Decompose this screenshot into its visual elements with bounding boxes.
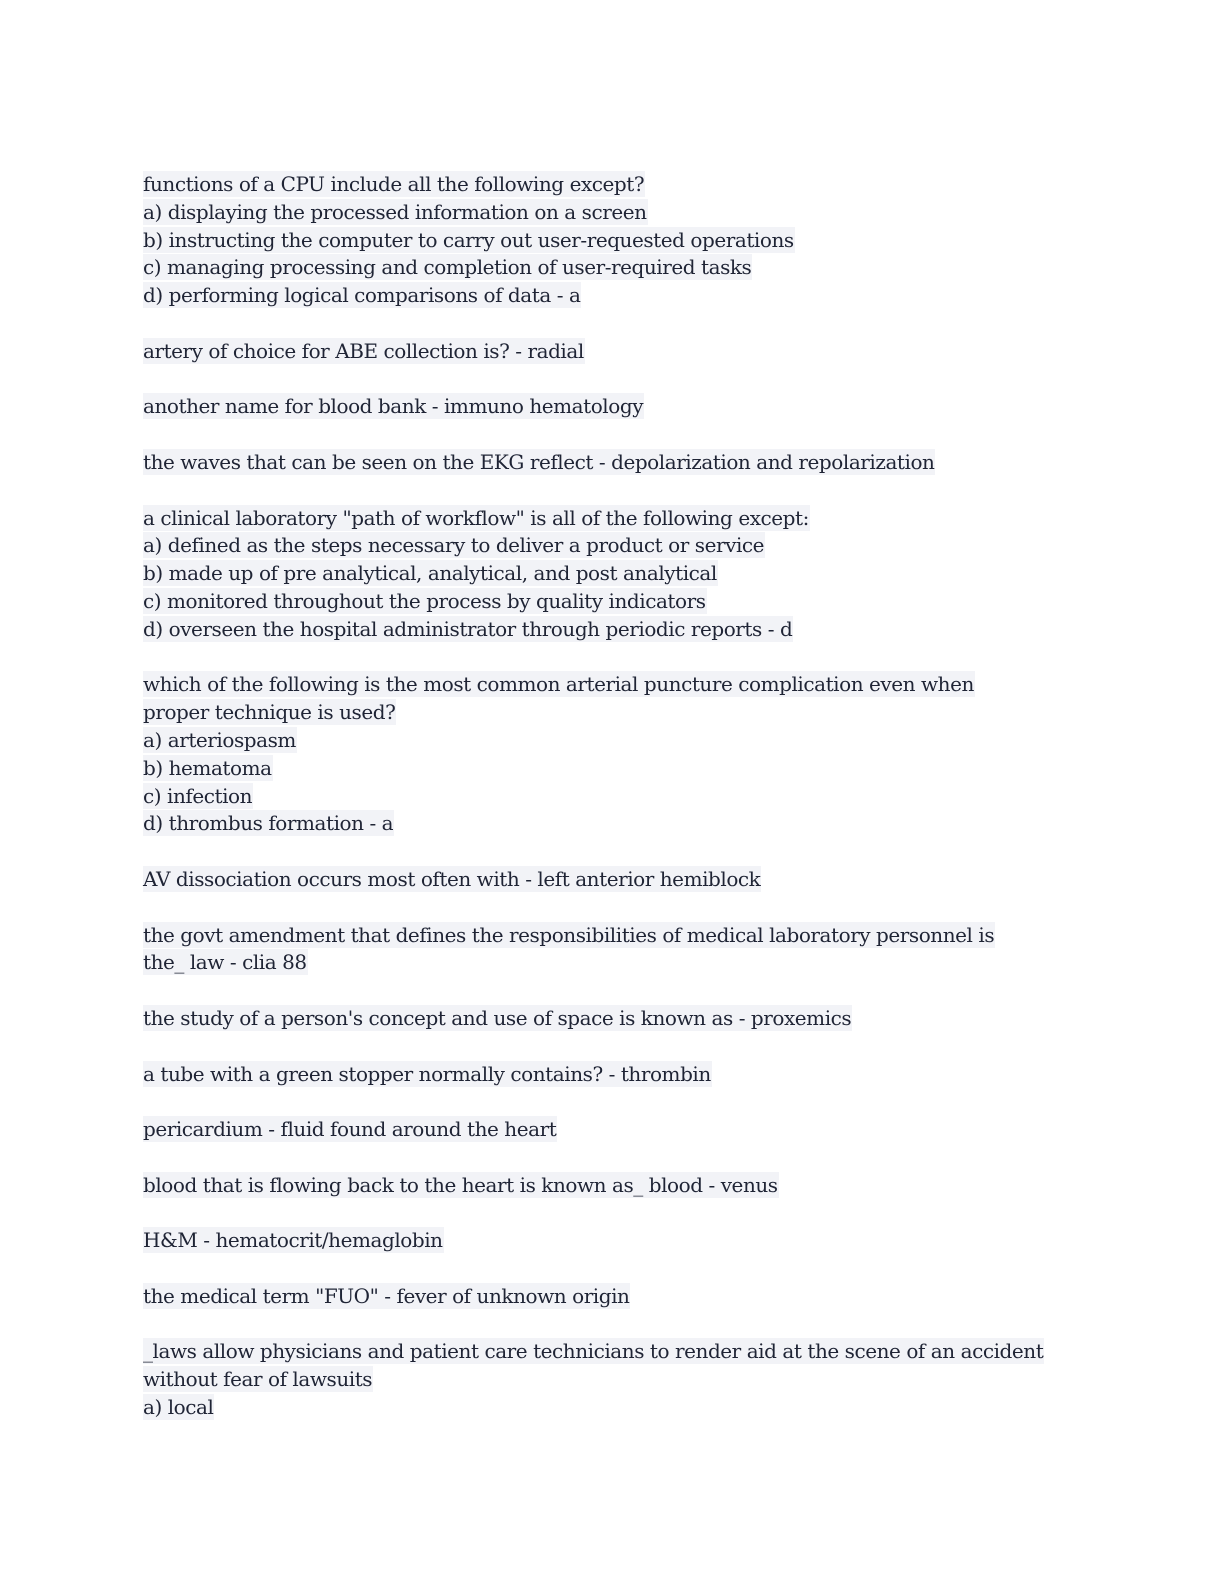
question-text: AV dissociation occurs most often with - left anterior hemiblock — [143, 866, 761, 891]
question-cpu-functions — [143, 171, 1103, 310]
option-d: d) overseen the hospital administrator through periodic reports - d — [143, 616, 793, 641]
question-text: the study of a person's concept and use of space is known as - proxemics — [143, 1005, 852, 1030]
question-good-samaritan-laws — [143, 1338, 1103, 1421]
question-text: the medical term "FUO" - fever of unknown origin — [143, 1283, 630, 1308]
option-c: c) managing processing and completion of user-required tasks — [143, 255, 752, 280]
question-text: pericardium - fluid found around the heart — [143, 1117, 557, 1142]
question-abe-artery — [143, 338, 1103, 366]
option-b: b) hematoma — [143, 755, 272, 780]
option-a: a) defined as the steps necessary to deliver a product or service — [143, 533, 765, 558]
question-govt-amendment — [143, 922, 1103, 978]
question-text: another name for blood bank - immuno hematology — [143, 394, 644, 419]
option-a: a) arteriospasm — [143, 727, 296, 752]
question-venous-blood — [143, 1172, 1103, 1200]
option-c: c) monitored throughout the process by quality indicators — [143, 588, 706, 613]
option-b: b) instructing the computer to carry out user-requested operations — [143, 227, 794, 252]
question-text: functions of a CPU include all the following except? — [143, 172, 645, 196]
question-text: the waves that can be seen on the EKG reflect - depolarization and repolarization — [143, 449, 935, 474]
question-text: which of the following is the most common arterial puncture complication even when — [143, 672, 974, 697]
question-text-continued: without fear of lawsuits — [143, 1367, 373, 1392]
question-text-continued: proper technique is used? — [143, 700, 396, 725]
question-text: the govt amendment that defines the responsibilities of medical laboratory personnel is — [143, 922, 995, 947]
question-pericardium — [143, 1116, 1103, 1144]
question-blood-bank — [143, 393, 1103, 421]
question-text: a tube with a green stopper normally contains? - thrombin — [143, 1061, 711, 1086]
question-text: H&M - hematocrit/hemaglobin — [143, 1228, 443, 1253]
question-text: artery of choice for ABE collection is? - radial — [143, 338, 584, 363]
question-ekg-waves — [143, 449, 1103, 477]
option-a: a) local — [143, 1395, 214, 1420]
option-c: c) infection — [143, 783, 253, 808]
question-text: blood that is flowing back to the heart is known as_ blood - venus — [143, 1172, 778, 1197]
question-arterial-puncture — [143, 671, 1103, 838]
question-av-dissociation — [143, 866, 1103, 894]
option-d: d) performing logical comparisons of data - a — [143, 283, 581, 308]
question-proxemics — [143, 1005, 1103, 1033]
option-a: a) displaying the processed information on a screen — [143, 199, 647, 224]
document-page — [143, 171, 1103, 1450]
question-text-continued: the_ law - clia 88 — [143, 950, 307, 975]
question-path-of-workflow — [143, 505, 1103, 644]
option-b: b) made up of pre analytical, analytical, and post analytical — [143, 561, 717, 586]
question-fuo — [143, 1283, 1103, 1311]
question-text: a clinical laboratory "path of workflow" is all of the following except: — [143, 505, 809, 530]
question-h-and-m — [143, 1227, 1103, 1255]
question-green-stopper — [143, 1061, 1103, 1089]
question-text: _laws allow physicians and patient care technicians to render aid at the scene of an accident — [143, 1339, 1044, 1364]
option-d: d) thrombus formation - a — [143, 811, 394, 836]
